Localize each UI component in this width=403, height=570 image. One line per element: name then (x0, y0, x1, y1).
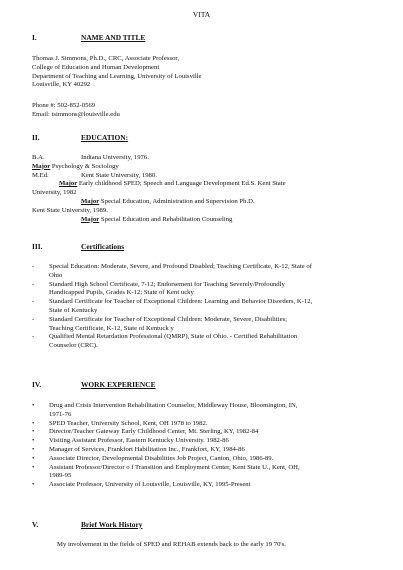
major-ba: Major Psychology & Sociology (32, 162, 119, 170)
section-number: I. (32, 33, 37, 42)
list-item: • Assistant Professor/Director o f Transition and Employment Center, Kent State U., Kent, OH, 1989-95 (32, 463, 300, 480)
major-eds: Major Special Education, Administration and Supervision Ph.D. (81, 197, 255, 205)
degree-med: M.Ed. Kent State University, 1980. (32, 171, 157, 179)
list-item: - Standard High School Certificate, 7-12; Endorsement for Teaching Severely/Profoundly Handicapped Pupils, Grades K-12; State of Kent ucky (32, 280, 285, 297)
section-number: III. (32, 242, 43, 251)
contact-block (32, 55, 373, 90)
major-med: Major Early childhood SPED; Speech and Language Development Ed.S. Kent State (59, 180, 286, 188)
list-item: • Manager of Services, Frankfort Habilitation Inc., Frankfort, KY, 1984-86 (32, 445, 245, 453)
university-1982: University, 1982 (32, 189, 77, 197)
certifications-list (32, 263, 373, 351)
major-phd: Major Special Education and Rehabilitation Counseling (81, 215, 233, 223)
list-item: • Visiting Assistant Professor, Eastern Kentucky University. 1982-86 (32, 437, 229, 445)
section-heading-name (32, 33, 145, 42)
list-item: - Standard Certificate for Teacher of Exceptional Children: Moderate, Severe, Disabilities; Teaching Certificate, K-12, State of Kentuck y (32, 315, 288, 332)
list-item: • Associate Director, Developmental Disabilities Job Project, Canton, Ohio, 1986-89. (32, 454, 274, 462)
section-label: EDUCATION: (81, 133, 129, 142)
department-line: Department of Teaching and Learning, University of Louisville (32, 72, 202, 80)
email-line: Email: tsimmons@louisville.edu (32, 110, 120, 118)
list-item: • SPED Teacher, University School, Kent, OH 1978 to 1982. (32, 419, 208, 427)
city-line: Louisville, KY 40292 (32, 81, 91, 89)
section-number: IV. (32, 380, 42, 389)
section-heading-education (32, 133, 128, 142)
list-item: - Standard Certificate for Teacher of Exceptional Children: Learning and Behavior Disorders, K-12, State of Kentucky (32, 298, 313, 314)
list-item: - Special Education: Moderate, Severe, and Profound Disabled; Teaching Certificate, K-12, State of Ohio (32, 263, 312, 279)
list-item: • Director/Teacher Gateway Early Childhood Center, Mt. Sterling, KY, 1982-84 (32, 428, 259, 436)
section-number: V. (32, 520, 39, 529)
section-label: WORK EXPERIENCE (81, 380, 156, 389)
document-title: VITA (192, 10, 211, 19)
work-list (32, 402, 373, 490)
name-line: Thomas J. Simmons, Ph.D., CRC, Associate Professor, (32, 55, 180, 62)
list-item: • Drug and Crisis Intervention Rehabilitation Counselor, Middleway House, Bloomington, IN, 1971-76 (32, 402, 298, 418)
section-heading-certifications (32, 242, 124, 251)
section-heading-work (32, 380, 156, 389)
list-item: • Associate Professor, University of Louisville, Louisville, KY, 1995-Present (32, 481, 251, 489)
kent-1989: Kent State University, 1989. (32, 206, 108, 214)
phone-line: Phone #: 502-852-0569 (32, 102, 96, 109)
college-line: College of Education and Human Development (32, 63, 160, 71)
section-label: NAME AND TITLE (81, 33, 146, 42)
brief-history-text: My involvement in the fields of SPED and REHAB extends back to the early 19 70's. (57, 541, 286, 548)
section-label: Brief Work History (81, 520, 143, 529)
section-number: II. (32, 133, 40, 142)
section-label: Certifications (81, 242, 125, 251)
list-item: - Qualified Mental Retardation Professional (QMRP), State of Ohio. - Certified Rehabilitation Counselor (CRC). (32, 333, 298, 350)
education-block (32, 154, 373, 224)
contact-details (32, 102, 373, 120)
section-heading-brief (32, 520, 142, 529)
degree-ba: B.A. Indiana University, 1976. (32, 154, 149, 161)
